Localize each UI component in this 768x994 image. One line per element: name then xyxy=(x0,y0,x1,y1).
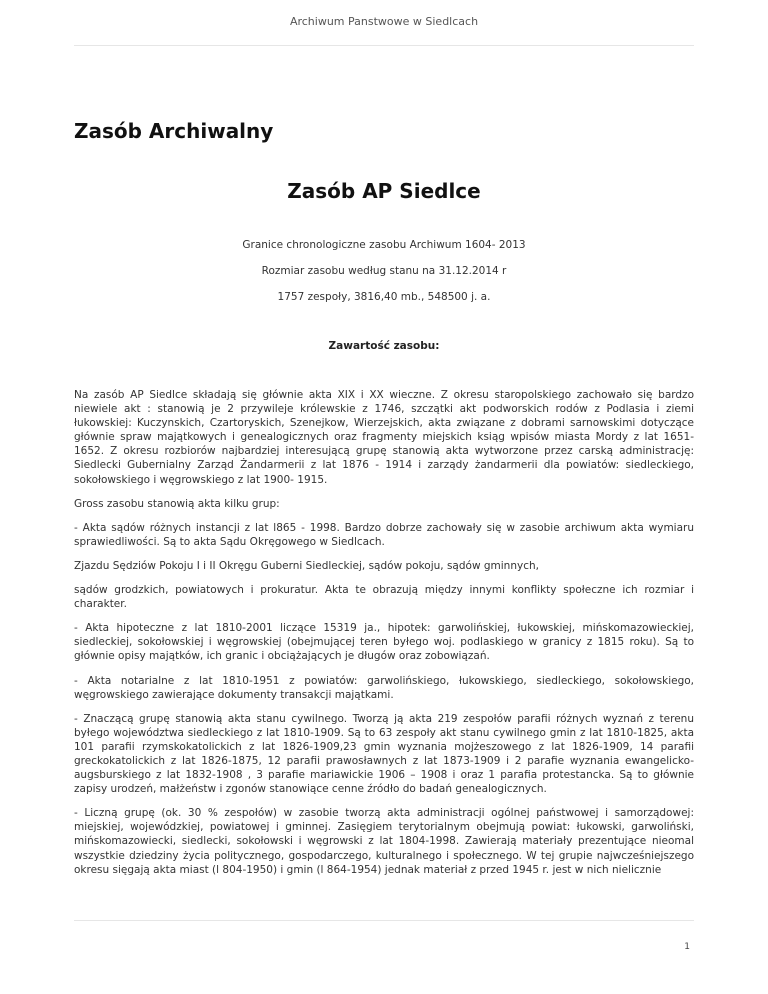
collection-metadata xyxy=(74,238,694,304)
paragraph-administration: - Liczną grupę (ok. 30 % zespołów) w zasobie tworzą akta administracji ogólnej państwowej i samorządowej: miejskiej, wojewódzkiej, powiatowej i gminnej. Zasięgiem terytorialnym obejmują powiat: łukowski, garwoliński, mińskomazowiecki, siedlecki, sokołowski i węgrowski z lat 1804-1998. Zawierają materiały prezentujące nieomal wszystkie dziedziny życia politycznego, gospodarczego, kulturalnego i społecznego. W tej grupie najwcześniejszego okresu sięgają akta miast (l 804-1950) i gmin (l 864-1954) jednak materiał z przed 1945 r. jest w nich nielicznie xyxy=(74,807,694,876)
size-values-line: 1757 zespoły, 3816,40 mb., 548500 j. a. xyxy=(277,291,491,303)
footer-divider xyxy=(74,920,694,921)
contents-heading: Zawartość zasobu: xyxy=(328,340,440,352)
paragraph-court-records: - Akta sądów różnych instancji z lat l865 - 1998. Bardzo dobrze zachowały się w zasobie archiwum akta wymiaru sprawiedliwości. Są to akta Sądu Okręgowego w Siedlcach. xyxy=(74,521,694,548)
document-title: Zasób AP Siedlce xyxy=(287,179,481,203)
paragraph-groups-intro: Gross zasobu stanowią akta kilku grup: xyxy=(74,497,280,510)
body-text xyxy=(74,388,694,877)
paragraph-civil-registry: - Znaczącą grupę stanowią akta stanu cywilnego. Tworzą ją akta 219 zespołów parafii różnych wyznań z terenu byłego województwa siedleckiego z lat 1810-1909. Są to 63 zespoły akt stanu cywilnego gmin z lat 1810-1825, akta 101 parafii rzymskokatolickich z lat 1826-1909,23 gmin wyznania mojżeszowego z lat 1826-1909, 14 parafii greckokatolickich z lat 1826-1875, 12 parafii prawosławnych z lat 1873-1909 i 2 parafie wyznania ewangelicko-augsburskiego z lat 1832-1908 , 3 parafie mariawickie 1906 – 1908 i oraz 1 parafia protestancka. Są to głównie zapisy urodzeń, małżeństw i zgonów stanowiące cenne źródło do badań genealogicznych. xyxy=(74,712,694,796)
paragraph-justices-congress: Zjazdu Sędziów Pokoju I i II Okręgu Guberni Siedleckiej, sądów pokoju, sądów gminnych, xyxy=(74,559,539,572)
chronology-line: Granice chronologiczne zasobu Archiwum 1604- 2013 xyxy=(242,239,526,251)
page-number: 1 xyxy=(684,942,690,952)
paragraph-mortgage-records: - Akta hipoteczne z lat 1810-2001 liczące 15319 ja., hipotek: garwolińskiej, łukowskiej, mińskomazowieckiej, siedleckiej, sokołowskiej i węgrowskiej (obejmującej teren byłego woj. podlaskiego w granicy z 1815 roku). Są to głównie opisy majątków, ich granic i obciążających je długów oraz zobowiązań. xyxy=(74,622,694,663)
document-body xyxy=(74,118,694,887)
header-divider xyxy=(74,45,694,46)
paragraph-intro: Na zasób AP Siedlce składają się głównie akta XIX i XX wieczne. Z okresu staropolskiego zachowało się bardzo niewiele akt : stanowią je 2 przywileje królewskie z 1746, szczątki akt podworskich rodów z Podlasia i ziemi łukowskiej: Kuczynskich, Czartoryskich, Szenejkow, Wierzejskich, akta związane z dobrami sarnowskimi dotyczące głównie spraw majątkowych i genealogicznych oraz fragmenty miejskich ksiąg wpisów miasta Mordy z lat 1651- 1652. Z okresu rozbiorów najbardziej interesującą grupę stanowią akta wytworzone przez carską administrację: Siedlecki Gubernialny Zarząd Żandarmerii z lat 1876 - 1914 i zarządy żandarmerii dla powiatów: siedleckiego, sokołowskiego i węgrowskiego z lat 1900- 1915. xyxy=(74,389,694,486)
section-title: Zasób Archiwalny xyxy=(74,119,274,143)
size-note-line: Rozmiar zasobu według stanu na 31.12.2014 r xyxy=(261,265,507,277)
paragraph-district-courts: sądów grodzkich, powiatowych i prokuratur. Akta te obrazują między innymi konflikty społeczne ich rozmiar i charakter. xyxy=(74,584,694,611)
paragraph-notarial-records: - Akta notarialne z lat 1810-1951 z powiatów: garwolińskiego, łukowskiego, siedleckiego, sokołowskiego, węgrowskiego zawierające dokumenty transakcji majątkami. xyxy=(74,674,694,701)
page-header: Archiwum Panstwowe w Siedlcach xyxy=(289,15,479,28)
